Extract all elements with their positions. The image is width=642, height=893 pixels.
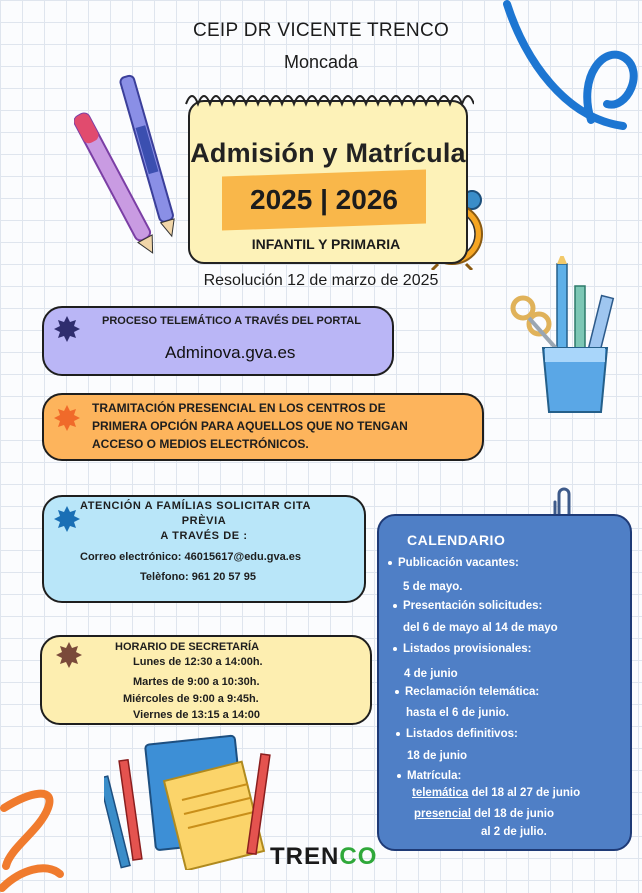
hours-row: Viernes de 13:15 a 14:00 <box>133 709 260 721</box>
star-badge-icon <box>56 642 82 668</box>
hours-row: Lunes de 12:30 a 14:00h. <box>133 656 263 668</box>
orange-scribble-decoration <box>0 778 70 893</box>
enrollment-telematic: telemática del 18 al 27 de junio <box>412 787 581 799</box>
school-year: 2025 | 2026 <box>250 184 398 215</box>
contact-phone[interactable]: Telèfono: 961 20 57 95 <box>140 571 256 583</box>
calendar-item-label: Publicación vacantes: <box>388 557 519 569</box>
notebook-illustration <box>104 730 274 870</box>
calendar-item-detail: del 6 de mayo al 14 de mayo <box>403 622 558 634</box>
contact-email[interactable]: Correo electrónico: 46015617@edu.gva.es <box>80 551 302 563</box>
star-badge-icon <box>54 316 80 342</box>
enrollment-presential-end: al 2 de julio. <box>481 826 547 838</box>
notepad-spiral <box>182 84 474 114</box>
presential-line-2: PRIMERA OPCIÓN PARA AQUELLOS QUE NO TENGAN <box>92 419 408 433</box>
brand-letter: O <box>357 843 378 870</box>
presential-line-1: TRAMITACIÓN PRESENCIAL EN LOS CENTROS DE <box>92 401 386 415</box>
brand-letter: T <box>270 843 286 870</box>
enrollment-presential: presencial del 18 de junio <box>414 808 554 820</box>
pens-illustration <box>74 66 184 266</box>
calendar-item-label: Listados definitivos: <box>396 728 518 740</box>
presential-line-3: ACCESO O MEDIOS ELECTRÓNICOS. <box>92 437 309 451</box>
calendar-item-label: Presentación solicitudes: <box>393 600 542 612</box>
brand-letter: R <box>285 843 305 870</box>
brand-letter: E <box>304 843 322 870</box>
telematic-label: PROCESO TELEMÁTICO A TRAVÉS DEL PORTAL <box>102 315 361 327</box>
brand-letter: N <box>321 843 340 870</box>
school-name: CEIP DR VICENTE TRENCO <box>192 20 450 41</box>
page-title: Admisión y Matrícula <box>190 138 466 168</box>
attention-line-2: PRÈVIA <box>181 515 227 527</box>
portal-link[interactable]: Adminova.gva.es <box>165 343 296 362</box>
hours-row: Martes de 9:00 a 10:30h. <box>133 676 260 688</box>
calendar-item-label: Listados provisionales: <box>393 643 531 655</box>
calendar-item-label: Reclamación telemática: <box>395 686 539 698</box>
brand-logo <box>270 843 377 871</box>
resolution-date: Resolución 12 de marzo de 2025 <box>203 272 439 289</box>
star-badge-icon <box>54 405 80 431</box>
hours-title: HORARIO DE SECRETARÍA <box>115 641 260 653</box>
attention-line-3: A TRAVÉS DE : <box>160 530 248 542</box>
attention-line-1: ATENCIÓN A FAMÍLIAS SOLICITAR CITA <box>80 500 312 512</box>
calendar-item-detail: 18 de junio <box>407 750 468 762</box>
education-level: INFANTIL Y PRIMARIA <box>251 236 401 252</box>
calendar-item-detail: 4 de junio <box>404 668 458 680</box>
brand-letter: C <box>339 843 358 870</box>
calendar-title: CALENDARIO <box>407 532 506 548</box>
calendar-item-detail: hasta el 6 de junio. <box>406 707 509 719</box>
hours-row: Miércoles de 9:00 a 9:45h. <box>123 693 259 705</box>
calendar-item-detail: 5 de mayo. <box>403 581 463 593</box>
town-name: Moncada <box>283 52 359 72</box>
calendar-item-label: Matrícula: <box>397 770 461 782</box>
